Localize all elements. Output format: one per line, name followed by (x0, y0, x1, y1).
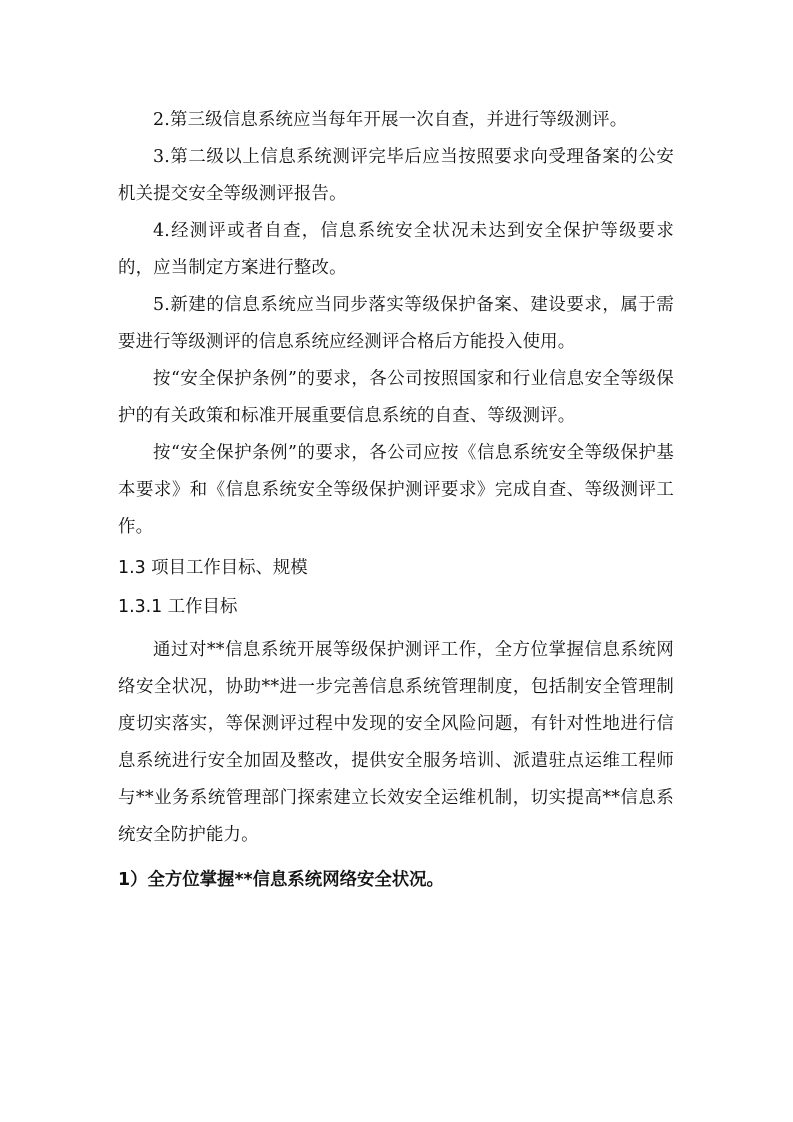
paragraph-item-4: 4.经测评或者自查，信息系统安全状况未达到安全保护等级要求的，应当制定方案进行整改。 (118, 221, 674, 278)
paragraph-regulation-1: 按“安全保护条例”的要求，各公司按照国家和行业信息安全等级保护的有关政策和标准开展重要信息系统的自查、等级测评。 (118, 369, 674, 426)
goal-item-1: 1）全方位掌握**信息系统网络安全状况。 (118, 870, 444, 890)
paragraph-item-3: 3.第二级以上信息系统测评完毕后应当按照要求向受理备案的公安机关提交安全等级测评报告。 (118, 147, 674, 204)
paragraph-regulation-2: 按“安全保护条例”的要求，各公司应按《信息系统安全等级保护基本要求》和《信息系统安全等级保护测评要求》完成自查、等级测评工作。 (118, 443, 674, 537)
paragraph-goal: 通过对**信息系统开展等级保护测评工作，全方位掌握信息系统网络安全状况，协助**进一步完善信息系统管理制度，包括制安全管理制度切实落实，等保测评过程中发现的安全风险问题，有针对性地进行信息系统进行安全加固及整改，提供安全服务培训、派遣驻点运维工程师与**业务系统管理部门探索建立长效安全运维机制，切实提高**信息系统安全防护能力。 (118, 640, 674, 845)
subsection-heading: 1.3.1 工作目标 (118, 597, 238, 617)
section-heading: 1.3 项目工作目标、规模 (118, 558, 308, 578)
document-page (118, 102, 674, 899)
paragraph-item-2: 2.第三级信息系统应当每年开展一次自查，并进行等级测评。 (153, 110, 628, 130)
paragraph-item-5: 5.新建的信息系统应当同步落实等级保护备案、建设要求，属于需要进行等级测评的信息系统应经测评合格后方能投入使用。 (118, 295, 674, 352)
